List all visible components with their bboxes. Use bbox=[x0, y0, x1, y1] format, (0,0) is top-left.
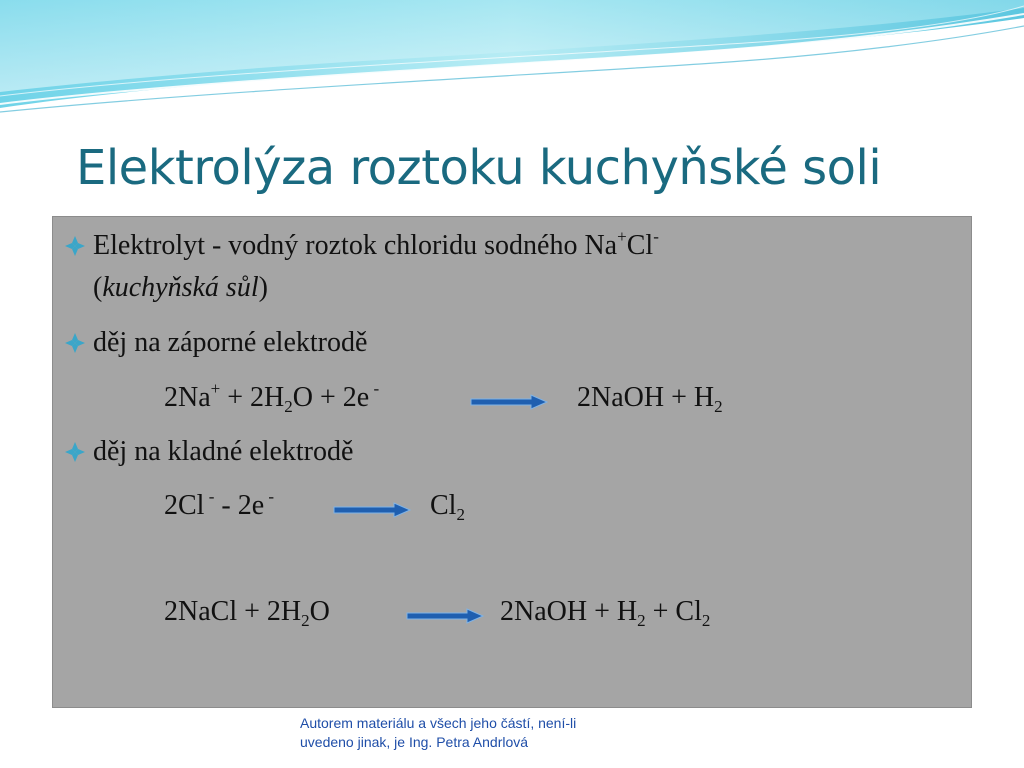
na-charge: + bbox=[617, 227, 627, 246]
slide-title: Elektrolýza roztoku kuchyňské soli bbox=[76, 140, 882, 196]
footer-line-2: uvedeno jinak, je Ing. Petra Andrlová bbox=[300, 734, 529, 750]
bullet-anode: děj na kladné elektrodě bbox=[93, 436, 354, 467]
equation-overall-reactants bbox=[164, 593, 330, 631]
eq1-part: O + 2e bbox=[292, 382, 370, 413]
equation-cathode-reactants bbox=[164, 379, 379, 417]
cl-symbol: Cl bbox=[626, 230, 654, 261]
eq1-product: 2NaOH + H bbox=[577, 382, 715, 413]
eq3-sub: 2 bbox=[701, 611, 711, 630]
content-box bbox=[52, 216, 972, 708]
equation-anode-reactants bbox=[164, 487, 274, 525]
common-name-italic: kuchyňská sůl bbox=[102, 272, 259, 303]
right-arrow-icon bbox=[332, 502, 412, 518]
footer-author-note bbox=[300, 714, 680, 752]
bullet-electrolyte-text: Elektrolyt - vodný roztok chloridu sodného Na bbox=[93, 230, 618, 261]
eq2-sup: - bbox=[264, 487, 275, 506]
bullet-electrolyte-continuation bbox=[93, 269, 268, 307]
eq1-part: + 2H bbox=[220, 382, 285, 413]
open-paren: ( bbox=[93, 272, 103, 303]
close-paren: ) bbox=[258, 272, 268, 303]
eq3-part: 2NaCl + 2H bbox=[164, 596, 302, 627]
eq3-product: + Cl bbox=[645, 596, 702, 627]
equation-cathode-products bbox=[577, 379, 723, 417]
diamond-bullet-icon bbox=[64, 441, 86, 463]
eq1-sup: + bbox=[210, 379, 221, 398]
eq2-sup: - bbox=[204, 487, 215, 506]
header-wave-decoration bbox=[0, 0, 1024, 120]
equation-anode-products bbox=[430, 487, 465, 525]
right-arrow-icon bbox=[405, 608, 485, 624]
eq3-product: 2NaOH + H bbox=[500, 596, 638, 627]
eq1-sub: 2 bbox=[284, 397, 293, 416]
eq3-part: O bbox=[309, 596, 330, 627]
eq2-sub: 2 bbox=[456, 505, 465, 524]
diamond-bullet-icon bbox=[64, 332, 86, 354]
footer-line-1: Autorem materiálu a všech jeho částí, není-li bbox=[300, 715, 577, 731]
diamond-bullet-icon bbox=[64, 235, 86, 257]
eq3-sub: 2 bbox=[637, 611, 646, 630]
eq1-sub: 2 bbox=[714, 397, 723, 416]
eq2-part: 2Cl bbox=[164, 490, 205, 521]
equation-overall-products bbox=[500, 593, 710, 631]
eq1-sup: - bbox=[369, 379, 380, 398]
cl-charge: - bbox=[653, 227, 659, 246]
right-arrow-icon bbox=[469, 394, 549, 410]
eq2-part: - 2e bbox=[214, 490, 265, 521]
bullet-electrolyte bbox=[93, 227, 659, 265]
eq1-part: 2Na bbox=[164, 382, 211, 413]
eq3-sub: 2 bbox=[301, 611, 310, 630]
bullet-cathode: děj na záporné elektrodě bbox=[93, 327, 368, 358]
eq2-product: Cl bbox=[430, 490, 457, 521]
